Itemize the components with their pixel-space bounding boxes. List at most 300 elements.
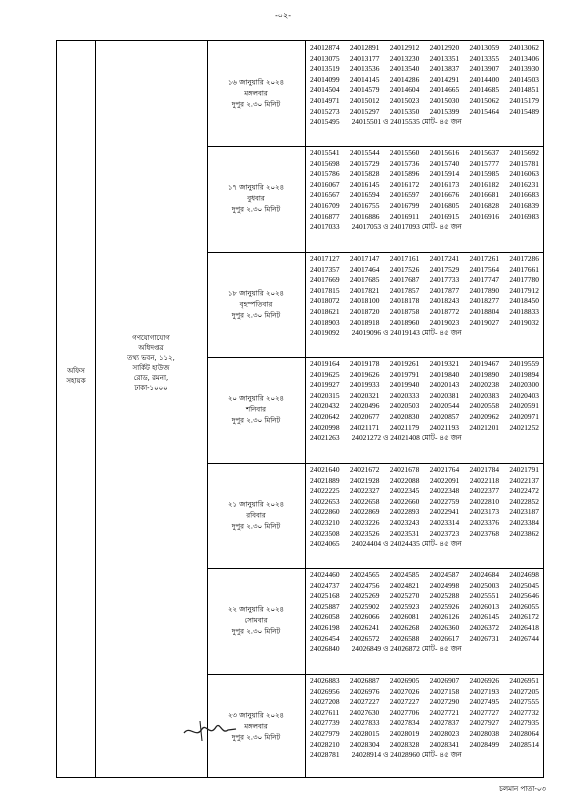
roll-number: 24016567: [310, 190, 340, 200]
roll-number: 24018960: [389, 317, 420, 327]
roll-number: 24028328: [389, 739, 420, 749]
roll-number: 24024821: [389, 580, 420, 590]
roll-number: 24026066: [349, 612, 380, 622]
roll-number: 24020496: [349, 401, 380, 411]
roll-number: 24022118: [469, 475, 500, 485]
roll-number: 24026241: [349, 622, 380, 632]
roll-row: [310, 85, 539, 96]
roll-number: 24013230: [389, 53, 420, 63]
session-date: ১৭ জানুয়ারি ২০২৪: [227, 183, 285, 192]
session-day: বুধবার: [247, 194, 265, 203]
roll-number: 24019027: [469, 317, 500, 327]
roll-number: 24020321: [349, 390, 380, 400]
roll-number: 24013837: [429, 64, 460, 74]
roll-numbers-cell: [305, 146, 543, 252]
roll-number: 24023768: [469, 528, 500, 538]
roll-number: 24020857: [429, 411, 460, 421]
roll-number: 24023243: [389, 517, 420, 527]
roll-row: [310, 201, 539, 212]
session-info-cell: [207, 252, 305, 357]
session-info-cell: [207, 568, 305, 674]
roll-number: 24016172: [389, 179, 420, 189]
roll-numbers-cell: [305, 463, 543, 568]
session-time: দুপুর ২.৩০ মিনিট: [231, 627, 281, 636]
roll-number: 24026055: [509, 601, 539, 611]
roll-number: 24017526: [389, 264, 420, 274]
roll-row: [310, 729, 539, 740]
roll-number: 24022852: [509, 496, 539, 506]
roll-number: 24028781: [310, 750, 340, 760]
roll-number: 24017464: [349, 264, 380, 274]
roll-number: 24020315: [310, 390, 340, 400]
roll-number: 24027837: [429, 718, 460, 728]
roll-number: 24019840: [429, 369, 460, 379]
roll-number: 24025003: [469, 580, 500, 590]
roll-number: 24024585: [389, 570, 420, 579]
roll-row: [310, 529, 539, 540]
roll-number: 24023314: [429, 517, 460, 527]
roll-number: 24016877: [310, 211, 340, 221]
roll-number: 24027205: [509, 686, 539, 696]
roll-row: [310, 328, 539, 339]
roll-number: 24022941: [429, 507, 460, 517]
roll-number: 24016799: [389, 200, 420, 210]
roll-number: 24019890: [469, 369, 500, 379]
roll-row: [310, 96, 539, 107]
roll-number: 24012891: [349, 43, 380, 52]
roll-number: 24012912: [389, 43, 420, 52]
post-cell: [57, 366, 95, 386]
roll-number: 24024565: [349, 570, 380, 579]
roll-number: 24021678: [389, 465, 420, 474]
roll-number: 24015501 ও 24015535 মোট- ৪৫ জন: [351, 117, 462, 127]
roll-number: 24014400: [469, 74, 500, 84]
roll-number: 24020830: [389, 411, 420, 421]
roll-number: 24024404 ও 24024435 মোট- ৪৫ জন: [351, 539, 462, 549]
roll-number: 24021784: [469, 465, 500, 474]
roll-number: 24018918: [349, 317, 380, 327]
roll-number: 24019559: [509, 359, 539, 368]
roll-number: 24026172: [509, 612, 539, 622]
roll-number: 24020558: [469, 401, 500, 411]
session-info-cell: [207, 41, 305, 146]
roll-row: [310, 190, 539, 201]
session-info: [207, 77, 305, 110]
roll-number: 24023187: [509, 507, 539, 517]
roll-number: 24015062: [469, 95, 500, 105]
roll-number: 24022137: [509, 475, 539, 485]
roll-number: 24014099: [310, 74, 340, 84]
roll-number: 24020300: [509, 380, 539, 390]
roll-number: 24020403: [509, 390, 539, 400]
roll-number: 24015637: [469, 148, 500, 157]
office-line: রোড, রমনা,: [133, 374, 169, 382]
roll-row: [310, 64, 539, 75]
session-date: ১৬ জানুয়ারি ২০২৪: [227, 78, 285, 86]
session-day: রবিবার: [246, 511, 266, 519]
session-time: দুপুর ২.৩০ মিনিট: [231, 100, 281, 108]
roll-number: 24016676: [429, 190, 460, 200]
roll-number: 24019940: [389, 380, 420, 390]
roll-number: 24017685: [349, 275, 380, 285]
roll-number: 24017127: [310, 254, 340, 263]
roll-number: 24015297: [349, 106, 380, 116]
roll-number: 24013075: [310, 53, 340, 63]
roll-number: 24026956: [310, 686, 340, 696]
roll-number: 24015489: [509, 106, 539, 116]
roll-number: 24015560: [389, 148, 420, 157]
roll-row: [310, 286, 539, 297]
roll-number: 24028499: [469, 739, 500, 749]
roll-row: [310, 750, 539, 761]
roll-number: 24025923: [389, 601, 420, 611]
roll-number: 24015781: [509, 158, 539, 168]
session-day: শনিবার: [245, 405, 267, 414]
roll-number: 24016173: [429, 179, 460, 189]
session-info: [207, 605, 305, 638]
roll-number: 24020238: [469, 380, 500, 390]
roll-number: 24020642: [310, 411, 340, 421]
session-info: [207, 183, 305, 216]
roll-row: [310, 623, 539, 634]
roll-number: 24017890: [469, 285, 500, 295]
roll-number: 24026731: [469, 633, 500, 643]
post-name: অফিস সহায়ক: [66, 367, 86, 385]
exam-schedule-table: [56, 40, 544, 778]
roll-number: 24025288: [429, 591, 460, 601]
roll-number: 24017821: [349, 285, 380, 295]
roll-number: 24015023: [389, 95, 420, 105]
roll-number: 24017053 ও 24017093 মোট- ৪৫ জন: [351, 222, 462, 232]
roll-number: 24021928: [349, 475, 380, 485]
roll-row: [310, 465, 539, 476]
roll-number: 24026887: [349, 676, 380, 685]
roll-number: 24015541: [310, 148, 340, 157]
roll-row: [310, 75, 539, 86]
roll-number: 24013907: [469, 64, 500, 74]
roll-number: 24026058: [310, 612, 340, 622]
roll-row: [310, 697, 539, 708]
roll-row: [310, 570, 539, 581]
roll-number: 24027834: [389, 718, 420, 728]
roll-number: 24024065: [310, 539, 340, 549]
column-divider: [95, 41, 96, 777]
page-number: -০২-: [275, 11, 291, 20]
roll-number: 24018450: [509, 296, 539, 306]
roll-number: 24028038: [469, 728, 500, 738]
roll-number: 24020383: [469, 390, 500, 400]
roll-number: 24027495: [469, 697, 500, 707]
roll-number: 24023210: [310, 517, 340, 527]
roll-numbers-cell: [305, 568, 543, 674]
roll-number: 24015828: [349, 169, 380, 179]
roll-number: 24025646: [509, 591, 539, 601]
roll-number: 24026198: [310, 622, 340, 632]
roll-number: 24025270: [389, 591, 420, 601]
office-line: সার্কিট হাউজ: [132, 364, 170, 372]
roll-number: 24026905: [389, 676, 420, 685]
session-day: বৃহস্পতিবার: [239, 300, 273, 308]
roll-number: 24017687: [389, 275, 420, 285]
roll-number: 24017733: [429, 275, 460, 285]
roll-number: 24027193: [469, 686, 500, 696]
roll-row: [310, 612, 539, 623]
roll-number: 24017147: [349, 254, 380, 263]
session-time: দুপুর ২.৩০ মিনিট: [231, 205, 281, 214]
roll-number: 24027208: [310, 697, 340, 707]
roll-number: 24024587: [429, 570, 460, 579]
signature-image: [180, 715, 240, 745]
roll-number: 24022377: [469, 486, 500, 496]
roll-number: 24016911: [389, 211, 420, 221]
roll-number: 24015786: [310, 169, 340, 179]
roll-row: [310, 497, 539, 508]
roll-number: 24026840: [310, 644, 340, 654]
office-line: অধিদপ্তর: [138, 344, 164, 352]
roll-number: 24016915: [429, 211, 460, 221]
roll-number: 24015698: [310, 158, 340, 168]
roll-number: 24024998: [429, 580, 460, 590]
roll-number: 24016886: [349, 211, 380, 221]
roll-row: [310, 476, 539, 487]
roll-number: 24028064: [509, 728, 539, 738]
roll-number: 24014604: [389, 85, 420, 95]
roll-number: 24016805: [429, 200, 460, 210]
roll-number: 24017261: [469, 254, 500, 263]
roll-number: 24025926: [429, 601, 460, 611]
roll-number: 24025168: [310, 591, 340, 601]
roll-number: 24027227: [389, 697, 420, 707]
roll-number: 24015544: [349, 148, 380, 157]
roll-number: 24027927: [469, 718, 500, 728]
roll-number: 24017161: [389, 254, 420, 263]
roll-number: 24026926: [469, 676, 500, 685]
roll-number: 24022345: [389, 486, 420, 496]
roll-number: 24015464: [469, 106, 500, 116]
roll-number: 24016709: [310, 200, 340, 210]
roll-number: 24019894: [509, 369, 539, 379]
roll-row: [310, 370, 539, 381]
roll-number: 24017747: [469, 275, 500, 285]
roll-number: 24027833: [349, 718, 380, 728]
roll-number: 24015273: [310, 106, 340, 116]
roll-number: 24027739: [310, 718, 340, 728]
roll-number: 24020333: [389, 390, 420, 400]
roll-number: 24018772: [429, 306, 460, 316]
roll-row: [310, 318, 539, 329]
roll-number: 24015179: [509, 95, 539, 105]
roll-number: 24016145: [349, 179, 380, 189]
roll-number: 24016231: [509, 179, 539, 189]
office-line: ঢাকা-১০০০: [134, 384, 168, 392]
roll-number: 24013540: [389, 64, 420, 74]
roll-row: [310, 380, 539, 391]
roll-number: 24017357: [310, 264, 340, 274]
session-info: [207, 288, 305, 321]
roll-number: 24018804: [469, 306, 500, 316]
roll-numbers-cell: [305, 674, 543, 779]
roll-number: 24022088: [389, 475, 420, 485]
office-cell: [95, 333, 207, 393]
roll-number: 24019467: [469, 359, 500, 368]
roll-number: 24016683: [509, 190, 539, 200]
roll-number: 24026126: [429, 612, 460, 622]
roll-number: 24021263: [310, 433, 340, 443]
roll-number: 24021171: [350, 422, 380, 432]
roll-number: 24016681: [469, 190, 500, 200]
roll-number: 24026744: [509, 633, 539, 643]
roll-number: 24013536: [349, 64, 380, 74]
roll-number: 24027630: [349, 707, 380, 717]
roll-number: 24014504: [310, 85, 340, 95]
roll-number: 24024460: [310, 570, 340, 579]
roll-number: 24021764: [429, 465, 460, 474]
roll-number: 24019791: [389, 369, 420, 379]
roll-number: 24027979: [310, 728, 340, 738]
roll-number: 24021201: [469, 422, 499, 432]
roll-number: 24025269: [349, 591, 380, 601]
roll-number: 24021640: [310, 465, 340, 474]
roll-number: 24025902: [349, 601, 380, 611]
roll-number: 24027732: [509, 707, 539, 717]
roll-number: 24020381: [429, 390, 460, 400]
session-time: দুপুর ২.৩০ মিনিট: [231, 733, 281, 741]
roll-number: 24013177: [349, 53, 380, 63]
roll-number: 24017815: [310, 285, 340, 295]
roll-number: 24026013: [469, 601, 500, 611]
roll-number: 24016916: [469, 211, 500, 221]
roll-number: 24024756: [349, 580, 380, 590]
roll-number: 24023384: [509, 517, 539, 527]
roll-row: [310, 391, 539, 402]
roll-number: 24017877: [429, 285, 460, 295]
continued-note: চলমান পাতা-০৩: [499, 785, 546, 793]
roll-number: 24013351: [429, 53, 460, 63]
roll-number: 24027721: [429, 707, 460, 717]
roll-number: 24023173: [469, 507, 500, 517]
session-date: ১৮ জানুয়ারি ২০২৪: [227, 289, 285, 297]
session-info-cell: [207, 357, 305, 463]
roll-number: 24022348: [429, 486, 460, 496]
session-date: ২২ জানুয়ারি ২০২৪: [227, 605, 285, 614]
roll-row: [310, 433, 539, 444]
roll-row: [310, 507, 539, 518]
roll-number: 24021672: [349, 465, 380, 474]
roll-numbers-cell: [305, 357, 543, 463]
roll-number: 24021193: [429, 422, 459, 432]
roll-number: 24014145: [349, 74, 380, 84]
roll-number: 24021179: [389, 422, 420, 432]
roll-number: 24023862: [509, 528, 539, 538]
roll-number: 24023508: [310, 528, 340, 538]
roll-number: 24018243: [429, 296, 460, 306]
roll-number: 24020677: [349, 411, 380, 421]
roll-number: 24018277: [469, 296, 500, 306]
roll-number: 24027706: [389, 707, 420, 717]
roll-number: 24020143: [429, 380, 460, 390]
roll-number: 24015914: [429, 169, 460, 179]
roll-number: 24023526: [349, 528, 380, 538]
roll-number: 24027935: [509, 718, 539, 728]
roll-number: 24028210: [310, 739, 340, 749]
roll-number: 24022653: [310, 496, 340, 506]
roll-number: 24019933: [349, 380, 380, 390]
roll-number: 24019023: [429, 317, 460, 327]
roll-number: 24026418: [509, 622, 539, 632]
roll-number: 24018178: [389, 296, 420, 306]
roll-row: [310, 412, 539, 423]
roll-number: 24020544: [429, 401, 460, 411]
roll-number: 24027227: [349, 697, 380, 707]
roll-number: 24027555: [509, 697, 539, 707]
roll-number: 24022472: [509, 486, 539, 496]
roll-number: 24018072: [310, 296, 340, 306]
roll-number: 24028304: [349, 739, 380, 749]
roll-number: 24016182: [469, 179, 500, 189]
roll-number: 24022660: [389, 496, 420, 506]
roll-row: [310, 117, 539, 128]
roll-number: 24021791: [509, 465, 539, 474]
roll-number: 24015985: [469, 169, 500, 179]
roll-number: 24018621: [310, 306, 340, 316]
roll-number: 24025045: [509, 580, 539, 590]
roll-row: [310, 591, 539, 602]
roll-numbers-cell: [305, 252, 543, 357]
roll-number: 24018100: [349, 296, 380, 306]
roll-number: 24012874: [310, 43, 340, 52]
roll-number: 24015012: [349, 95, 380, 105]
roll-number: 24016839: [509, 200, 539, 210]
session-day: মঙ্গলবার: [244, 722, 268, 730]
roll-number: 24019321: [429, 359, 460, 368]
roll-number: 24017780: [509, 275, 539, 285]
roll-number: 24027611: [310, 707, 340, 717]
session-info: [207, 499, 305, 532]
roll-number: 24026145: [469, 612, 500, 622]
roll-number: 24022759: [429, 496, 460, 506]
roll-number: 24021889: [310, 475, 340, 485]
roll-number: 24028023: [429, 728, 460, 738]
roll-number: 24022893: [389, 507, 420, 517]
roll-row: [310, 43, 539, 54]
roll-number: 24013406: [509, 53, 539, 63]
roll-number: 24016067: [310, 179, 340, 189]
roll-number: 24018720: [349, 306, 380, 316]
roll-row: [310, 275, 539, 286]
roll-number: 24027727: [469, 707, 500, 717]
roll-row: [310, 159, 539, 170]
roll-number: 24022869: [349, 507, 380, 517]
roll-number: 24026588: [389, 633, 420, 643]
roll-number: 24015399: [429, 106, 460, 116]
roll-number: 24028019: [389, 728, 420, 738]
roll-row: [310, 401, 539, 412]
roll-number: 24017912: [509, 285, 539, 295]
office-line: তথ্য ভবন, ১১২,: [127, 354, 175, 362]
roll-number: 24028015: [349, 728, 380, 738]
roll-number: 24019032: [509, 317, 539, 327]
roll-row: [310, 254, 539, 265]
session-info-cell: [207, 463, 305, 568]
roll-number: 24027158: [429, 686, 460, 696]
roll-number: 24024684: [469, 570, 500, 579]
roll-number: 24013519: [310, 64, 340, 74]
roll-number: 24015030: [429, 95, 460, 105]
roll-row: [310, 581, 539, 592]
roll-number: 24016597: [389, 190, 420, 200]
roll-number: 24014286: [389, 74, 420, 84]
roll-number: 24014685: [469, 85, 500, 95]
